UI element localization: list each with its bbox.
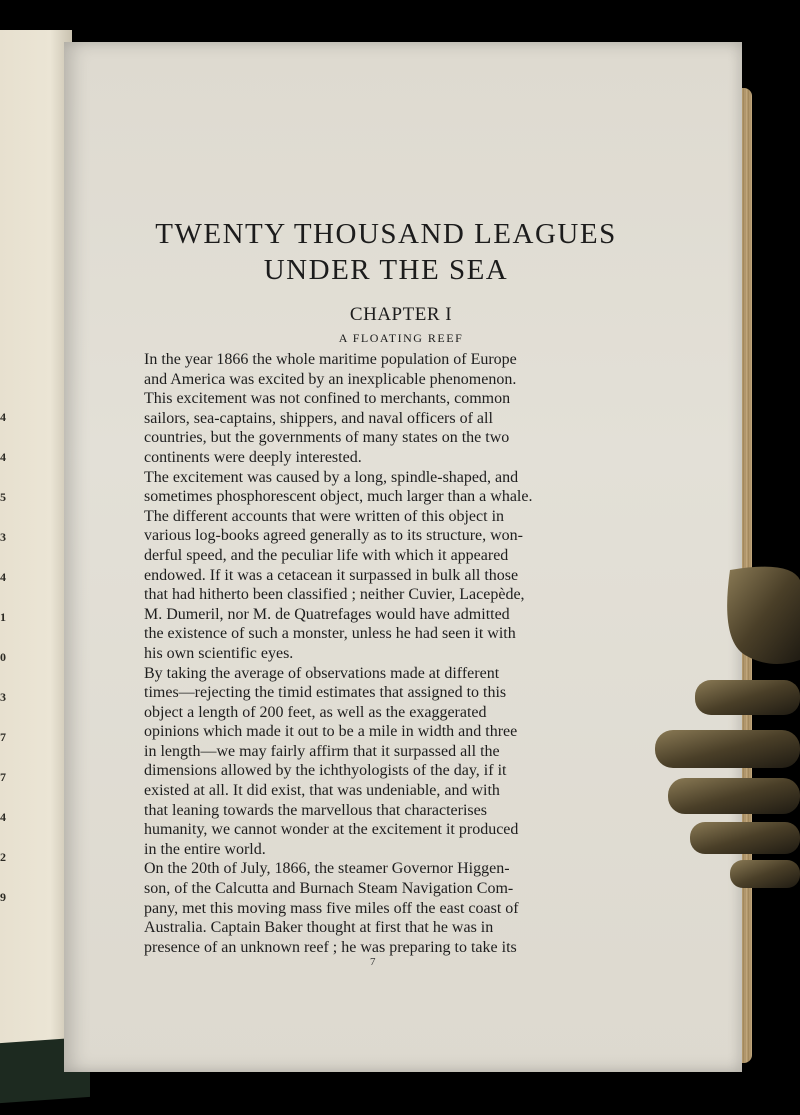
- chapter-title: CHAPTER I: [349, 304, 453, 325]
- left-page-digit: 9: [0, 890, 6, 904]
- left-page-digit: 3: [0, 530, 6, 544]
- text-line: humanity, we cannot wonder at the excitement it produced: [144, 821, 519, 839]
- text-line: By taking the average of observations made at different: [144, 664, 500, 682]
- text-line: sailors, sea-captains, shippers, and naval officers of all: [144, 409, 493, 427]
- text-line: On the 20th of July, 1866, the steamer Governor Higgen-: [144, 860, 510, 878]
- text-line: times—rejecting the timid estimates that assigned to this: [144, 684, 507, 702]
- text-line: This excitement was not confined to merchants, common: [144, 390, 511, 408]
- text-line: presence of an unknown reef ; he was preparing to take its: [144, 938, 517, 956]
- text-line: The different accounts that were written of this object in: [144, 507, 505, 525]
- text-line: Australia. Captain Baker thought at first that he was in: [144, 919, 494, 937]
- chapter-text: [144, 350, 624, 957]
- brass-hand-bookmark: [650, 560, 800, 900]
- left-page-edge: [0, 30, 72, 1075]
- page-number: 7: [370, 956, 376, 968]
- text-line: derful speed, and the peculiar life with which it appeared: [144, 546, 509, 564]
- text-line: In the year 1866 the whole maritime population of Europe: [144, 351, 517, 368]
- text-line: in length—we may fairly affirm that it surpassed all the: [144, 742, 500, 760]
- left-page-digit: 7: [0, 770, 6, 784]
- text-line: son, of the Calcutta and Burnach Steam Navigation Com-: [144, 880, 514, 898]
- text-line: countries, but the governments of many states on the two: [144, 429, 510, 447]
- text-line: endowed. If it was a cetacean it surpassed in bulk all those: [144, 566, 519, 584]
- text-line: The excitement was caused by a long, spindle-shaped, and: [144, 468, 519, 486]
- text-line: opinions which made it out to be a mile in width and three: [144, 723, 518, 741]
- left-page-digit: 4: [0, 450, 6, 464]
- text-line: his own scientific eyes.: [144, 644, 294, 662]
- text-line: object a length of 200 feet, as well as the exaggerated: [144, 703, 487, 721]
- left-page-digit: 5: [0, 490, 6, 504]
- left-page-digit: 7: [0, 730, 6, 744]
- text-line: pany, met this moving mass five miles off the east coast of: [144, 899, 519, 917]
- left-page-digit: 1: [0, 610, 6, 624]
- left-page-digit: 4: [0, 810, 6, 824]
- book-title-line-2: UNDER THE SEA: [263, 254, 509, 286]
- text-line: in the entire world.: [144, 840, 266, 858]
- left-page-digit: 4: [0, 410, 6, 424]
- text-line: M. Dumeril, nor M. de Quatrefages would have admitted: [144, 605, 510, 623]
- left-page-digit: 4: [0, 570, 6, 584]
- book-page: [64, 42, 742, 1072]
- text-line: and America was excited by an inexplicable phenomenon.: [144, 370, 517, 388]
- text-line: dimensions allowed by the ichthyologists of the day, if it: [144, 762, 507, 780]
- left-page-digit: 3: [0, 690, 6, 704]
- text-line: various log-books agreed generally as to its structure, won-: [144, 527, 524, 545]
- text-line: that had hitherto been classified ; neither Cuvier, Lacepède,: [144, 586, 525, 604]
- left-page-digit: 0: [0, 650, 6, 664]
- chapter-subtitle: A FLOATING REEF: [338, 331, 464, 345]
- left-page-digit: 2: [0, 850, 6, 864]
- left-page-digits: [0, 30, 12, 1075]
- book-title-line-1: TWENTY THOUSAND LEAGUES: [155, 218, 617, 250]
- text-line: continents were deeply interested.: [144, 448, 362, 466]
- text-line: sometimes phosphorescent object, much larger than a whale.: [144, 488, 533, 506]
- text-line: existed at all. It did exist, that was undeniable, and with: [144, 782, 500, 800]
- text-line: that leaning towards the marvellous that characterises: [144, 801, 487, 819]
- text-line: the existence of such a monster, unless he had seen it with: [144, 625, 516, 643]
